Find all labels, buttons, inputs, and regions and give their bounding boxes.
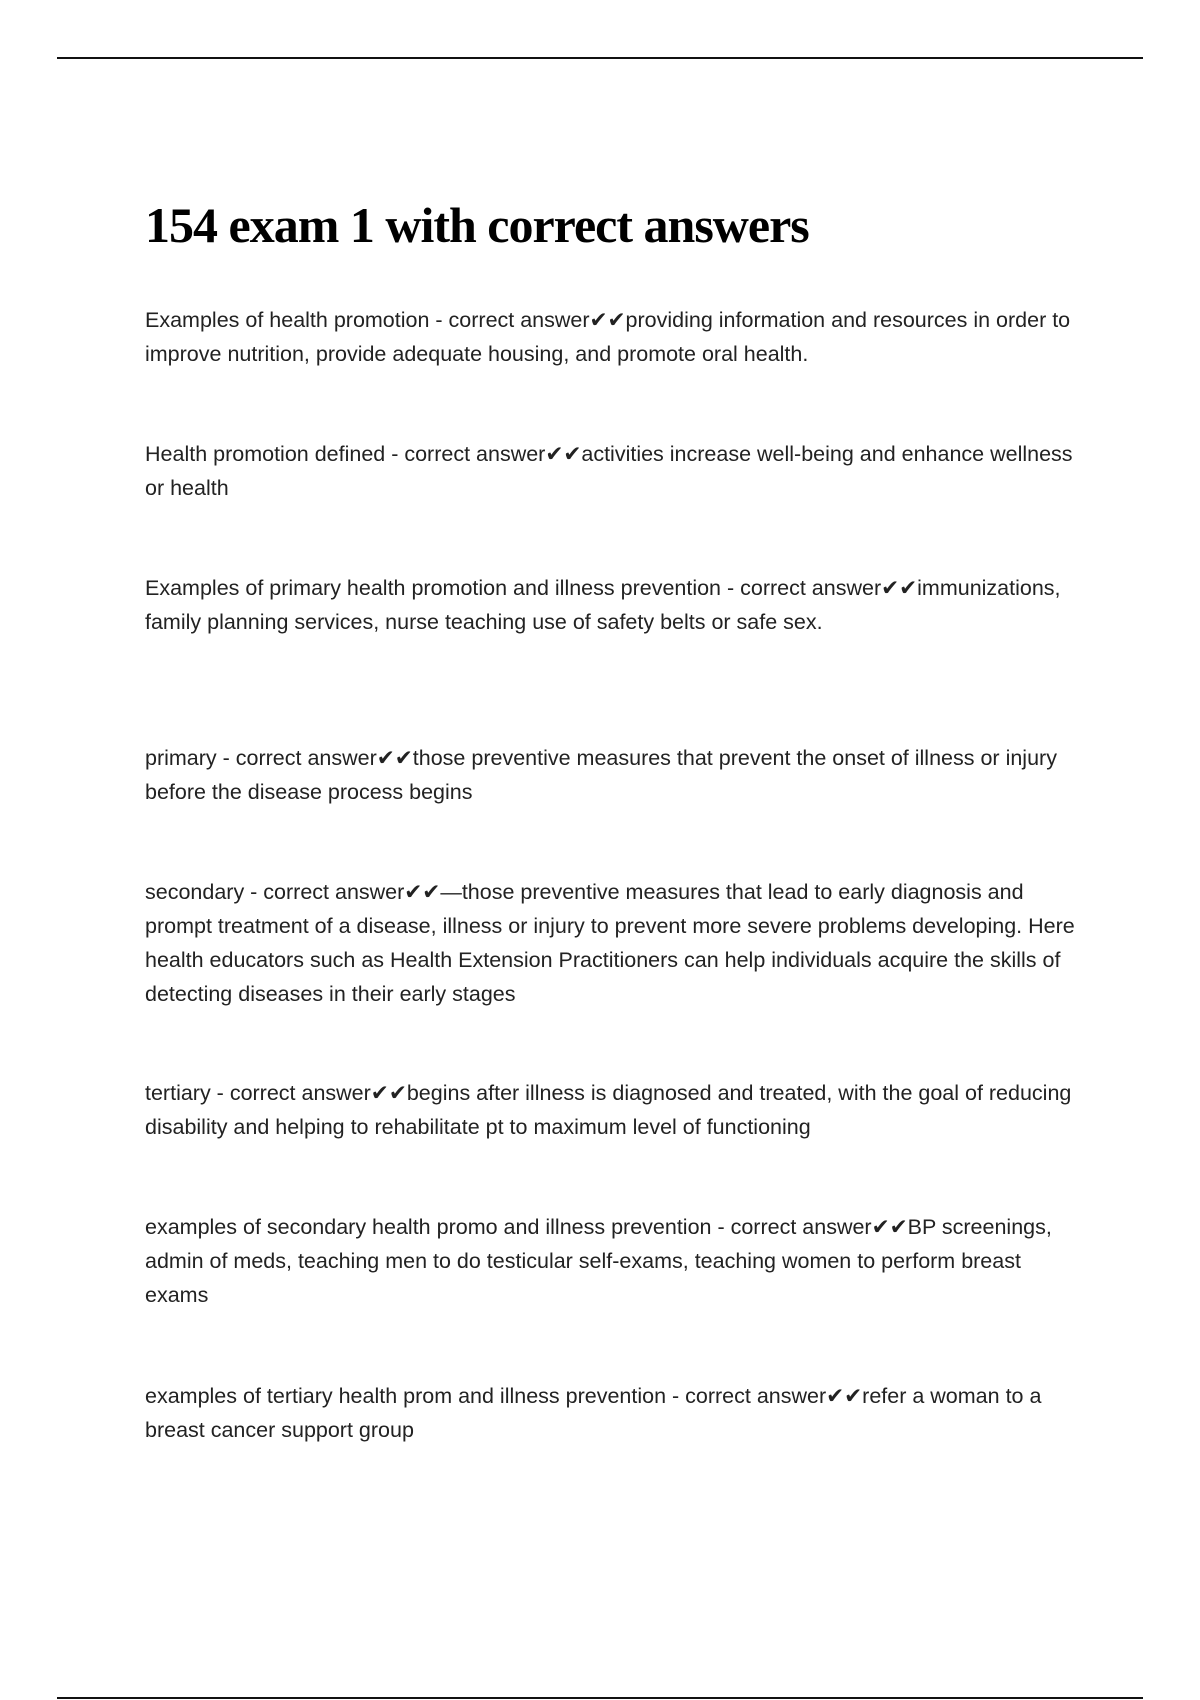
qa-item-tertiary: tertiary - correct answer✔✔begins after illness is diagnosed and treated, with the goal of reducing disability and helping to rehabilitate pt to maximum level of functioning	[145, 1081, 1072, 1139]
qa-item-tertiary-examples: examples of tertiary health prom and illness prevention - correct answer✔✔refer a woman to a breast cancer support group	[145, 1384, 1042, 1442]
footer-rule	[57, 1697, 1143, 1699]
qa-item-health-promotion-examples: Examples of health promotion - correct answer✔✔providing information and resources in order to improve nutrition, provide adequate housing, and promote oral health.	[145, 308, 1071, 366]
qa-item-secondary: secondary - correct answer✔✔—those preventive measures that lead to early diagnosis and prompt treatment of a disease, illness or injury to prevent more severe problems developing. Here health educators such as Health Extension Practitioners can help individuals acquire the skills of detecting diseases in their early stages	[145, 880, 1075, 1006]
qa-item-health-promotion-defined: Health promotion defined - correct answer✔✔activities increase well-being and enhance wellness or health	[145, 442, 1073, 500]
qa-item-primary-examples: Examples of primary health promotion and illness prevention - correct answer✔✔immunizations, family planning services, nurse teaching use of safety belts or safe sex.	[145, 576, 1061, 634]
qa-item-primary: primary - correct answer✔✔those preventive measures that prevent the onset of illness or injury before the disease process begins	[145, 746, 1057, 804]
document-title: 154 exam 1 with correct answers	[145, 197, 809, 253]
qa-item-secondary-examples: examples of secondary health promo and illness prevention - correct answer✔✔BP screenings, admin of meds, teaching men to do testicular self-exams, teaching women to perform breast exams	[145, 1215, 1052, 1307]
header-rule	[57, 57, 1143, 59]
